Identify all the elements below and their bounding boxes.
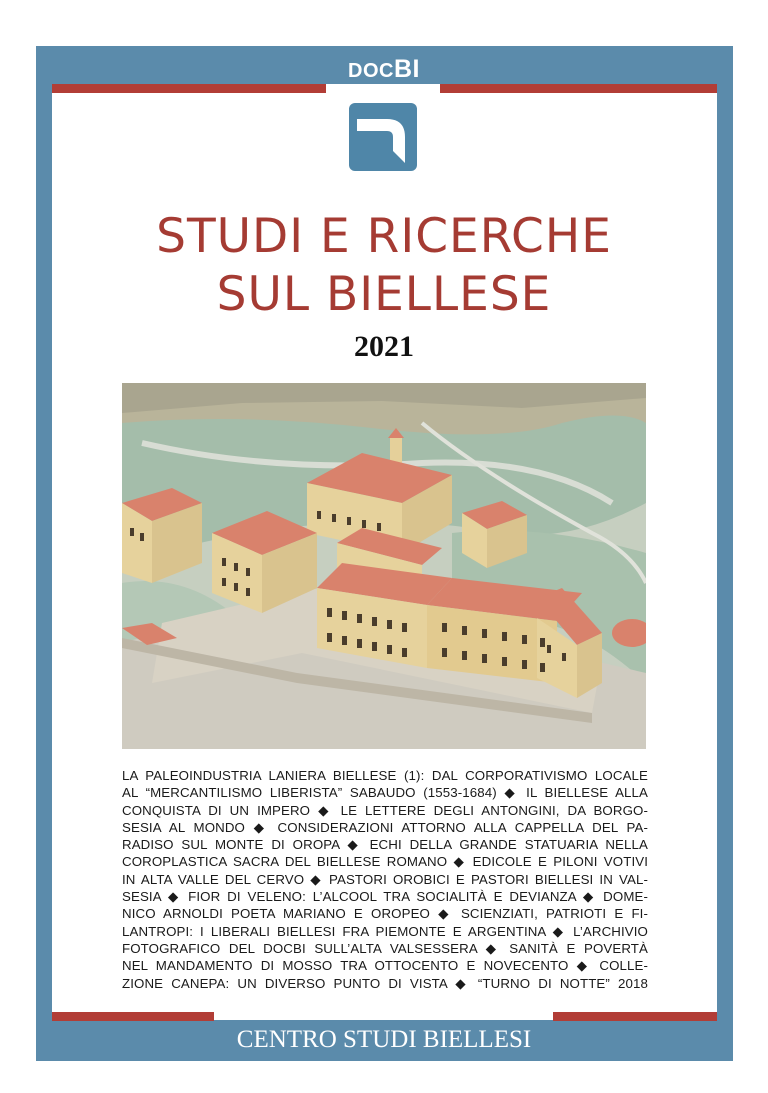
brand-suffix: BI <box>393 55 420 83</box>
contents-line: COROPLASTICA SACRA DEL BIELLESE ROMANO ◆ EDICOLE E PILONI VOTIVI <box>122 854 648 870</box>
factory-model-illustration <box>122 383 646 749</box>
year-label: 2021 <box>354 330 414 363</box>
contents-line: ZIONE CANEPA: UN DIVERSO PUNTO DI VISTA ◆ “TURNO DI NOTTE” 2018 <box>122 975 648 991</box>
contents-line: NICO ARNOLDI POETA MARIANO E OROPEO ◆ SCIENZIATI, PATRIOTI E FI- <box>122 906 648 922</box>
publisher-name: CENTRO STUDI BIELLESI <box>236 1026 532 1053</box>
contents-list <box>122 767 648 992</box>
title-line-2: SUL BIELLESE <box>216 267 552 322</box>
contents-line: SESIA ◆ FIOR DI VELENO: L’ALCOOL TRA SOCIALITÀ E DEVIANZA ◆ DOME- <box>122 889 648 905</box>
contents-line: LA PALEOINDUSTRIA LANIERA BIELLESE (1): DAL CORPORATIVISMO LOCALE <box>122 768 648 783</box>
contents-line: NEL MANDAMENTO DI MOSSO TRA OTTOCENTO E NOVECENTO ◆ COLLE- <box>122 958 648 974</box>
contents-line: AL “MERCANTILISMO LIBERISTA” SABAUDO (1553-1684) ◆ IL BIELLESE ALLA <box>122 785 648 801</box>
docbi-logo-icon <box>349 103 417 171</box>
cover-photo <box>122 383 646 749</box>
title-line-1: STUDI E RICERCHE <box>156 209 612 264</box>
brand-prefix: DOC <box>348 60 394 82</box>
contents-line: IN ALTA VALLE DEL CERVO ◆ PASTORI OROBICI E PASTORI BIELLESI IN VAL- <box>122 871 648 887</box>
contents-line: LANTROPI: I LIBERALI BIELLESI FRA PIEMONTE E ARGENTINA ◆ L’ARCHIVIO <box>122 923 648 939</box>
contents-line: FOTOGRAFICO DEL DOCBI SULL’ALTA VALSESSERA ◆ SANITÀ E POVERTÀ <box>122 940 648 956</box>
contents-line: CONQUISTA DI UN IMPERO ◆ LE LETTERE DEGLI ANTONGINI, DA BORGO- <box>122 802 648 818</box>
contents-line: SESIA AL MONDO ◆ CONSIDERAZIONI ATTORNO ALLA CAPPELLA DEL PA- <box>122 819 648 835</box>
docbi-brand <box>0 52 768 88</box>
contents-line: RADISO SUL MONTE DI OROPA ◆ ECHI DELLA GRANDE STATUARIA NELLA <box>122 837 648 853</box>
